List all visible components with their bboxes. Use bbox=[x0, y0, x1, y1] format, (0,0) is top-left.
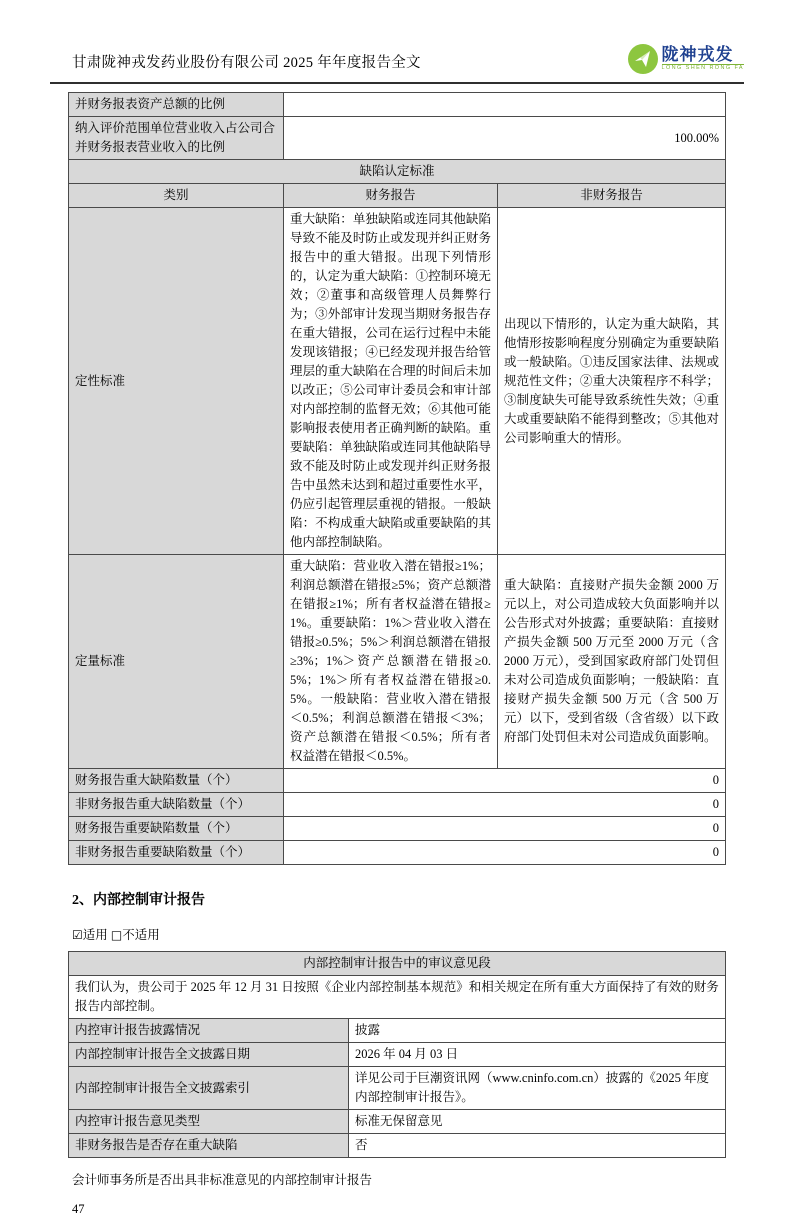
table-row bbox=[69, 184, 726, 208]
table-label-cell: 定性标准 bbox=[69, 208, 284, 555]
table-row bbox=[69, 208, 726, 555]
table-value-cell: 0 bbox=[284, 769, 726, 793]
checkbox-unchecked-label: 不适用 bbox=[122, 928, 160, 942]
column-header-category: 类别 bbox=[69, 184, 284, 208]
table-value-cell: 详见公司于巨潮资讯网（www.cninfo.com.cn）披露的《2025 年度内部控制审计报告》。 bbox=[349, 1067, 726, 1110]
table-value-cell: 100.00% bbox=[284, 117, 726, 160]
table-label-cell: 非财务报告重大缺陷数量（个） bbox=[69, 793, 284, 817]
checkbox-checked-label: 适用 bbox=[82, 928, 108, 942]
table-label-cell: 并财务报表资产总额的比例 bbox=[69, 93, 284, 117]
logo-bird-icon bbox=[628, 44, 658, 74]
defect-standard-header: 缺陷认定标准 bbox=[69, 160, 726, 184]
table-row bbox=[69, 555, 726, 769]
table-label-cell: 定量标准 bbox=[69, 555, 284, 769]
table-row bbox=[69, 817, 726, 841]
table-label-cell: 内部控制审计报告全文披露日期 bbox=[69, 1043, 349, 1067]
table-row bbox=[69, 1067, 726, 1110]
table-row bbox=[69, 1134, 726, 1158]
table-row bbox=[69, 160, 726, 184]
qualitative-financial-cell: 重大缺陷：单独缺陷或连同其他缺陷导致不能及时防止或发现并纠正财务报告中的重大错报。出现下列情形的，认定为重大缺陷：①控制环境无效；②董事和高级管理人员舞弊行为；③外部审计发现当期财务报告存在重大错报，公司在运行过程中未能发现该错报；④已经发现并报告给管理层的重大缺陷在合理的时间后未加以改正；⑤公司审计委员会和审计部对内部控制的监督无效；⑥其他可能影响报表使用者正确判断的缺陷。重要缺陷：单独缺陷或连同其他缺陷导致不能及时防止或发现并纠正财务报告中虽然未达到和超过重要性水平，仍应引起管理层重视的错报。一般缺陷：不构成重大缺陷或重要缺陷的其他内部控制缺陷。 bbox=[284, 208, 498, 555]
audit-opinion-cell: 我们认为，贵公司于 2025 年 12 月 31 日按照《企业内部控制基本规范》和相关规定在所有重大方面保持了有效的财务报告内部控制。 bbox=[69, 976, 726, 1019]
table-label-cell: 内控审计报告意见类型 bbox=[69, 1110, 349, 1134]
table-label-cell: 内部控制审计报告全文披露索引 bbox=[69, 1067, 349, 1110]
table-label-cell: 纳入评价范围单位营业收入占公司合并财务报表营业收入的比例 bbox=[69, 117, 284, 160]
table-row bbox=[69, 976, 726, 1019]
logo-text bbox=[662, 46, 744, 72]
table-row bbox=[69, 1019, 726, 1043]
page-content bbox=[0, 92, 793, 1217]
company-logo bbox=[628, 44, 744, 78]
table-value-cell: 2026 年 04 月 03 日 bbox=[349, 1043, 726, 1067]
column-header-financial: 财务报告 bbox=[284, 184, 498, 208]
quantitative-financial-cell: 重大缺陷：营业收入潜在错报≥1%；利润总额潜在错报≥5%；资产总额潜在错报≥1%；所有者权益潜在错报≥1%。重要缺陷：1%＞营业收入潜在错报≥0.5%；5%＞利润总额潜在错报≥3%；1%＞资产总额潜在错报≥0.5%；1%＞所有者权益潜在错报≥0.5%。一般缺陷：营业收入潜在错报＜0.5%；利润总额潜在错报＜3%；资产总额潜在错报＜0.5%；所有者权益潜在错报＜0.5%。 bbox=[284, 555, 498, 769]
page-number: 47 bbox=[72, 1202, 85, 1216]
checkbox-unchecked-icon: □ bbox=[110, 928, 123, 942]
table-row bbox=[69, 952, 726, 976]
table-value-cell bbox=[284, 93, 726, 117]
logo-name-cn: 陇神戎发 bbox=[661, 45, 734, 65]
qualitative-nonfinancial-cell: 出现以下情形的，认定为重大缺陷，其他情形按影响程度分别确定为重要缺陷或一般缺陷。①违反国家法律、法规或规范性文件；②重大决策程序不科学；③制度缺失可能导致系统性失效；④重大或重要缺陷不能得到整改；⑤其他对公司影响重大的情形。 bbox=[498, 208, 726, 555]
applicability-line bbox=[72, 925, 725, 943]
table-value-cell: 0 bbox=[284, 793, 726, 817]
logo-name-en: LONG SHEN RONG FA bbox=[661, 65, 744, 72]
table-value-cell: 标准无保留意见 bbox=[349, 1110, 726, 1134]
defect-criteria-table bbox=[68, 92, 726, 865]
table-value-cell: 0 bbox=[284, 817, 726, 841]
table-label-cell: 内控审计报告披露情况 bbox=[69, 1019, 349, 1043]
page-header bbox=[50, 40, 744, 84]
quantitative-nonfinancial-cell: 重大缺陷：直接财产损失金额 2000 万元以上，对公司造成较大负面影响并以公告形式对外披露；重要缺陷：直接财产损失金额 500 万元至 2000 万元（含 2000 万元），受到国家政府部门处罚但未对公司造成负面影响；一般缺陷：直接财产损失金额 500 万元（含 500 万元）以下，受到省级（含省级）以下政府部门处罚但未对公司造成负面影响。 bbox=[498, 555, 726, 769]
table-row bbox=[69, 117, 726, 160]
table-label-cell: 非财务报告重要缺陷数量（个） bbox=[69, 841, 284, 865]
audit-report-table bbox=[68, 951, 726, 1158]
table-row bbox=[69, 1043, 726, 1067]
document-title: 甘肃陇神戎发药业股份有限公司 2025 年年度报告全文 bbox=[72, 54, 421, 71]
table-row bbox=[69, 1110, 726, 1134]
table-row bbox=[69, 769, 726, 793]
column-header-nonfinancial: 非财务报告 bbox=[498, 184, 726, 208]
table-label-cell: 非财务报告是否存在重大缺陷 bbox=[69, 1134, 349, 1158]
audit-table-header: 内部控制审计报告中的审议意见段 bbox=[69, 952, 726, 976]
table-row bbox=[69, 841, 726, 865]
table-label-cell: 财务报告重要缺陷数量（个） bbox=[69, 817, 284, 841]
section-title: 2、内部控制审计报告 bbox=[72, 893, 205, 908]
table-value-cell: 披露 bbox=[349, 1019, 726, 1043]
table-value-cell: 0 bbox=[284, 841, 726, 865]
checkbox-checked-icon: ☑ bbox=[72, 928, 83, 942]
auditor-footnote: 会计师事务所是否出具非标准意见的内部控制审计报告 bbox=[72, 1173, 373, 1187]
table-row bbox=[69, 93, 726, 117]
table-label-cell: 财务报告重大缺陷数量（个） bbox=[69, 769, 284, 793]
table-row bbox=[69, 793, 726, 817]
table-value-cell: 否 bbox=[349, 1134, 726, 1158]
